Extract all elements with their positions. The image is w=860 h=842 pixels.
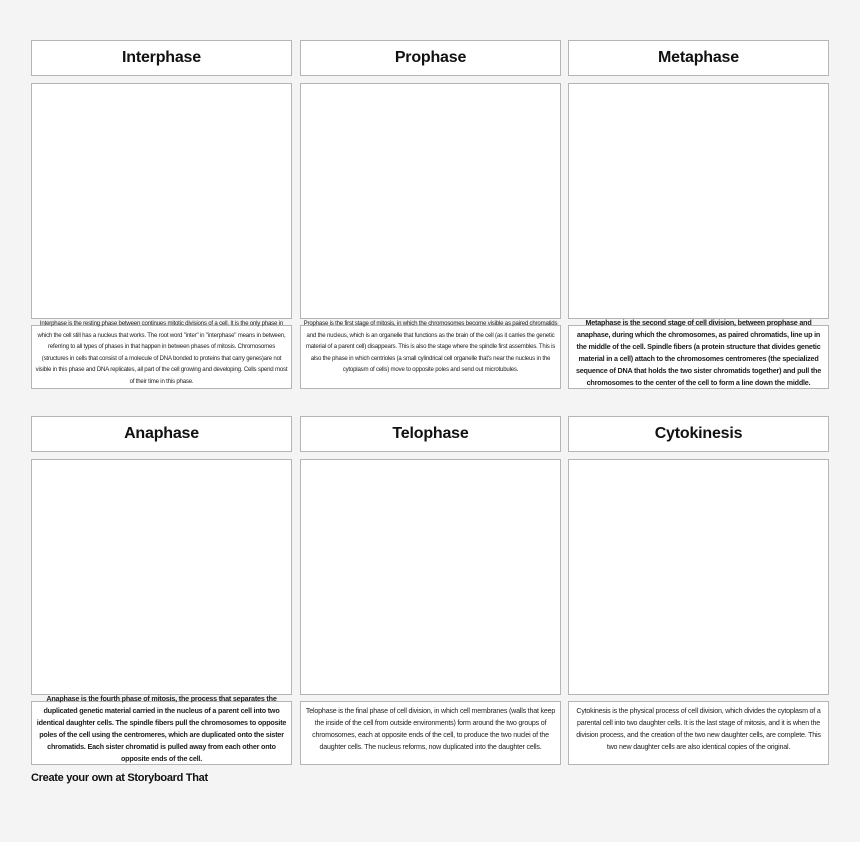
cell-image-area [300, 459, 561, 695]
cell-caption-box [568, 701, 829, 765]
cell-title: Cytokinesis [568, 416, 829, 452]
cell-caption-box [300, 701, 561, 765]
cell-caption: Anaphase is the fourth phase of mitosis, the process that separates the duplicated genetic material carried in the nucleus of a parent cell into two identical daughter cells. The spindle fibers pull the chromosomes to opposite poles of the cell using the centromeres, which are duplicated onto the sister chromatids. Each sister chromatid is pulled away from each other onto opposite ends of the cell. [36, 694, 287, 763]
cell-caption-box [31, 320, 292, 389]
cell-image-area [568, 83, 829, 319]
cell-image-area [300, 83, 561, 319]
cell-title: Prophase [300, 40, 561, 76]
cell-title: Interphase [31, 40, 292, 76]
cell-caption: Prophase is the first stage of mitosis, in which the chromosomes become visible as paired chromatids and the nucleus, which is an organelle that functions as the brain of the cell (as it carries the genetic material of a parent cell) disappears. This is also the stage where the spindle first assembles. This is also the phase in which centrioles (a small cylindrical cell organelle that's near the nucleus in the cytoplasm of cells) move to opposite poles and send out microtubules. [303, 320, 558, 374]
cell-title: Metaphase [568, 40, 829, 76]
cell-caption: Cytokinesis is the physical process of cell division, which divides the cytoplasm of a parental cell into two daughter cells. It is the last stage of mitosis, and it is when the division process, and the creation of the two new daughter cells, are complete. This two new daughter cells are also identical copies of the original. [576, 707, 821, 751]
cell-caption: Metaphase is the second stage of cell division, between prophase and anaphase, during which the chromosomes, as paired chromatids, line up in the middle of the cell. Spindle fibers (a protein structure that divides genetic material in a cell) attach to the chromosomes centromeres (the specialized sequence of DNA that holds the two sister chromatids together) and pull the chromosomes to the center of the cell to form a line down the middle. [575, 318, 822, 387]
cell-image-area [31, 459, 292, 695]
cell-image-area [568, 459, 829, 695]
cell-image-area [31, 83, 292, 319]
cell-caption-box [300, 320, 561, 389]
cell-title: Telophase [300, 416, 561, 452]
cell-caption-box [568, 318, 829, 389]
storyboard-that-credit: Create your own at Storyboard That [31, 772, 208, 784]
cell-caption: Interphase is the resting phase between continues mitotic divisions of a cell. It is the only phase in which the cell still has a nucleus that works. The root word "inter" in "interphase" means in between, referring to all types of phases in that happen in between phases of mitosis. Chromosomes (structures in cells that consist of a molecule of DNA bonded to proteins that carry genes)are not visible in this phase and DNA replicates, all part of the cell growing and developing. Cells spend most of their time in this phase. [35, 320, 288, 385]
cell-caption-box [31, 694, 292, 765]
cell-title: Anaphase [31, 416, 292, 452]
cell-caption: Telophase is the final phase of cell division, in which cell membranes (walls that keep the inside of the cell from outside environments) form around the two groups of chromosomes, each at opposite ends of the cell, to produce the two nuclei of the daughter cells. The nucleus reforms, now duplicated into the daughter cells. [305, 707, 556, 751]
